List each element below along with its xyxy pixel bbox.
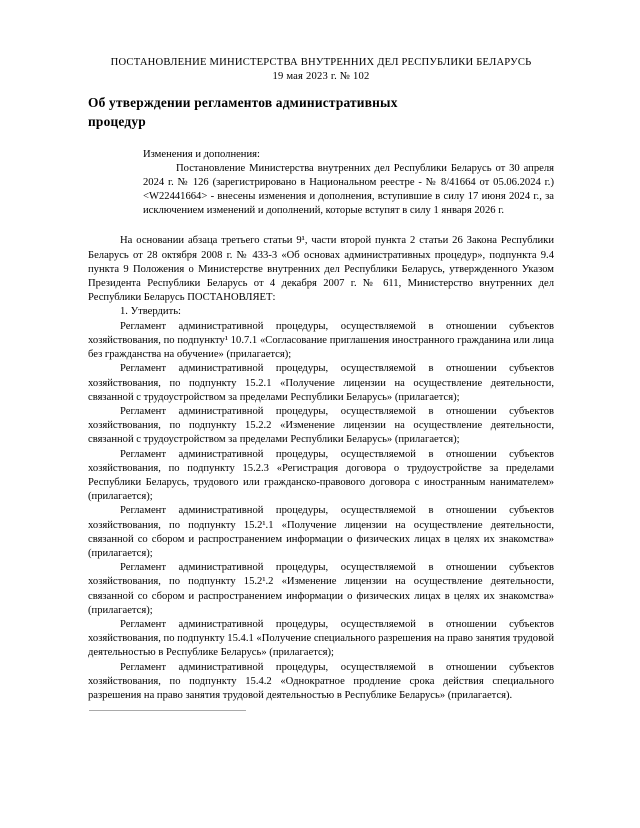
page-title: Об утверждении регламентов административных процедур — [88, 95, 398, 129]
body-paragraph: 1. Утвердить: — [120, 306, 181, 318]
body-paragraph: Регламент административной процедуры, осуществляемой в отношении субъектов хозяйствования, по подпункту 15.2.3 «Регистрация договора о трудоустройстве за пределами Республики Беларусь, трудового или гражданско-правового договора с иностранным нанимателем» (прилагается); — [88, 448, 554, 503]
footnote-separator — [89, 710, 246, 711]
doc-title: ПОСТАНОВЛЕНИЕ МИНИСТЕРСТВА ВНУТРЕННИХ ДЕЛ РЕСПУБЛИКИ БЕЛАРУСЬ — [110, 57, 532, 68]
amendments-note — [143, 148, 554, 218]
amendments-text: Постановление Министерства внутренних дел Республики Беларусь от 30 апреля 2024 г. № 126 (зарегистрировано в Национальном реестре - № 8/41664 от 05.06.2024 г.) <W22441664> - внесены изменения и дополнения, вступившие в силу 17 июня 2024 г., за исключением изменений и дополнений, которые вступят в силу 1 января 2026 г. — [143, 163, 554, 217]
body-paragraph: На основании абзаца третьего статьи 9¹, части второй пункта 2 статьи 26 Закона Республики Беларусь от 28 октября 2008 г. № 433-3 «Об основах административных процедур», подпункта 9.4 пункта 9 Положения о Министерстве внутренних дел Республики Беларусь, утвержденного Указом Президента Республики Беларусь от 4 декабря 2007 г. № 611, Министерство внутренних дел Республики Беларусь ПОСТАНОВЛЯЕТ: — [88, 235, 554, 304]
body-paragraph: Регламент административной процедуры, осуществляемой в отношении субъектов хозяйствования, по подпункту 15.2¹.1 «Получение лицензии на осуществление деятельности, связанной со сбором и распространением информации о физических лицах в целях их знакомства» (прилагается); — [88, 505, 554, 559]
body-paragraph: Регламент административной процедуры, осуществляемой в отношении субъектов хозяйствования, по подпункту 15.4.2 «Однократное продление срока действия специального разрешения на право занятия трудовой деятельностью в Республике Беларусь» (прилагается). — [88, 661, 554, 701]
doc-header — [88, 56, 554, 84]
body-paragraph: Регламент административной процедуры, осуществляемой в отношении субъектов хозяйствования, по подпункту 15.4.1 «Получение специального разрешения на право занятия трудовой деятельностью в Республике Беларусь» (прилагается); — [88, 618, 554, 659]
doc-date-number: 19 мая 2023 г. № 102 — [272, 71, 370, 82]
body-paragraph: Регламент административной процедуры, осуществляемой в отношении субъектов хозяйствования, по подпункту 15.2.2 «Изменение лицензии на осуществление деятельности, связанной с трудоустройством за пределами Республики Беларусь» (прилагается); — [88, 405, 554, 446]
amendments-label: Изменения и дополнения: — [143, 149, 260, 160]
document-body — [88, 234, 554, 703]
body-paragraph: Регламент административной процедуры, осуществляемой в отношении субъектов хозяйствования, по подпункту¹ 10.7.1 «Согласование приглашения иностранного гражданина или лица без гражданства на обучение» (прилагается); — [88, 320, 554, 361]
body-paragraph: Регламент административной процедуры, осуществляемой в отношении субъектов хозяйствования, по подпункту 15.2¹.2 «Изменение лицензии на осуществление деятельности, связанной со сбором и распространением информации о физических лицах в целях их знакомства» (прилагается); — [88, 562, 554, 616]
body-paragraph: Регламент административной процедуры, осуществляемой в отношении субъектов хозяйствования, по подпункту 15.2.1 «Получение лицензии на осуществление деятельности, связанной с трудоустройством за пределами Республики Беларусь» (прилагается); — [88, 363, 554, 403]
